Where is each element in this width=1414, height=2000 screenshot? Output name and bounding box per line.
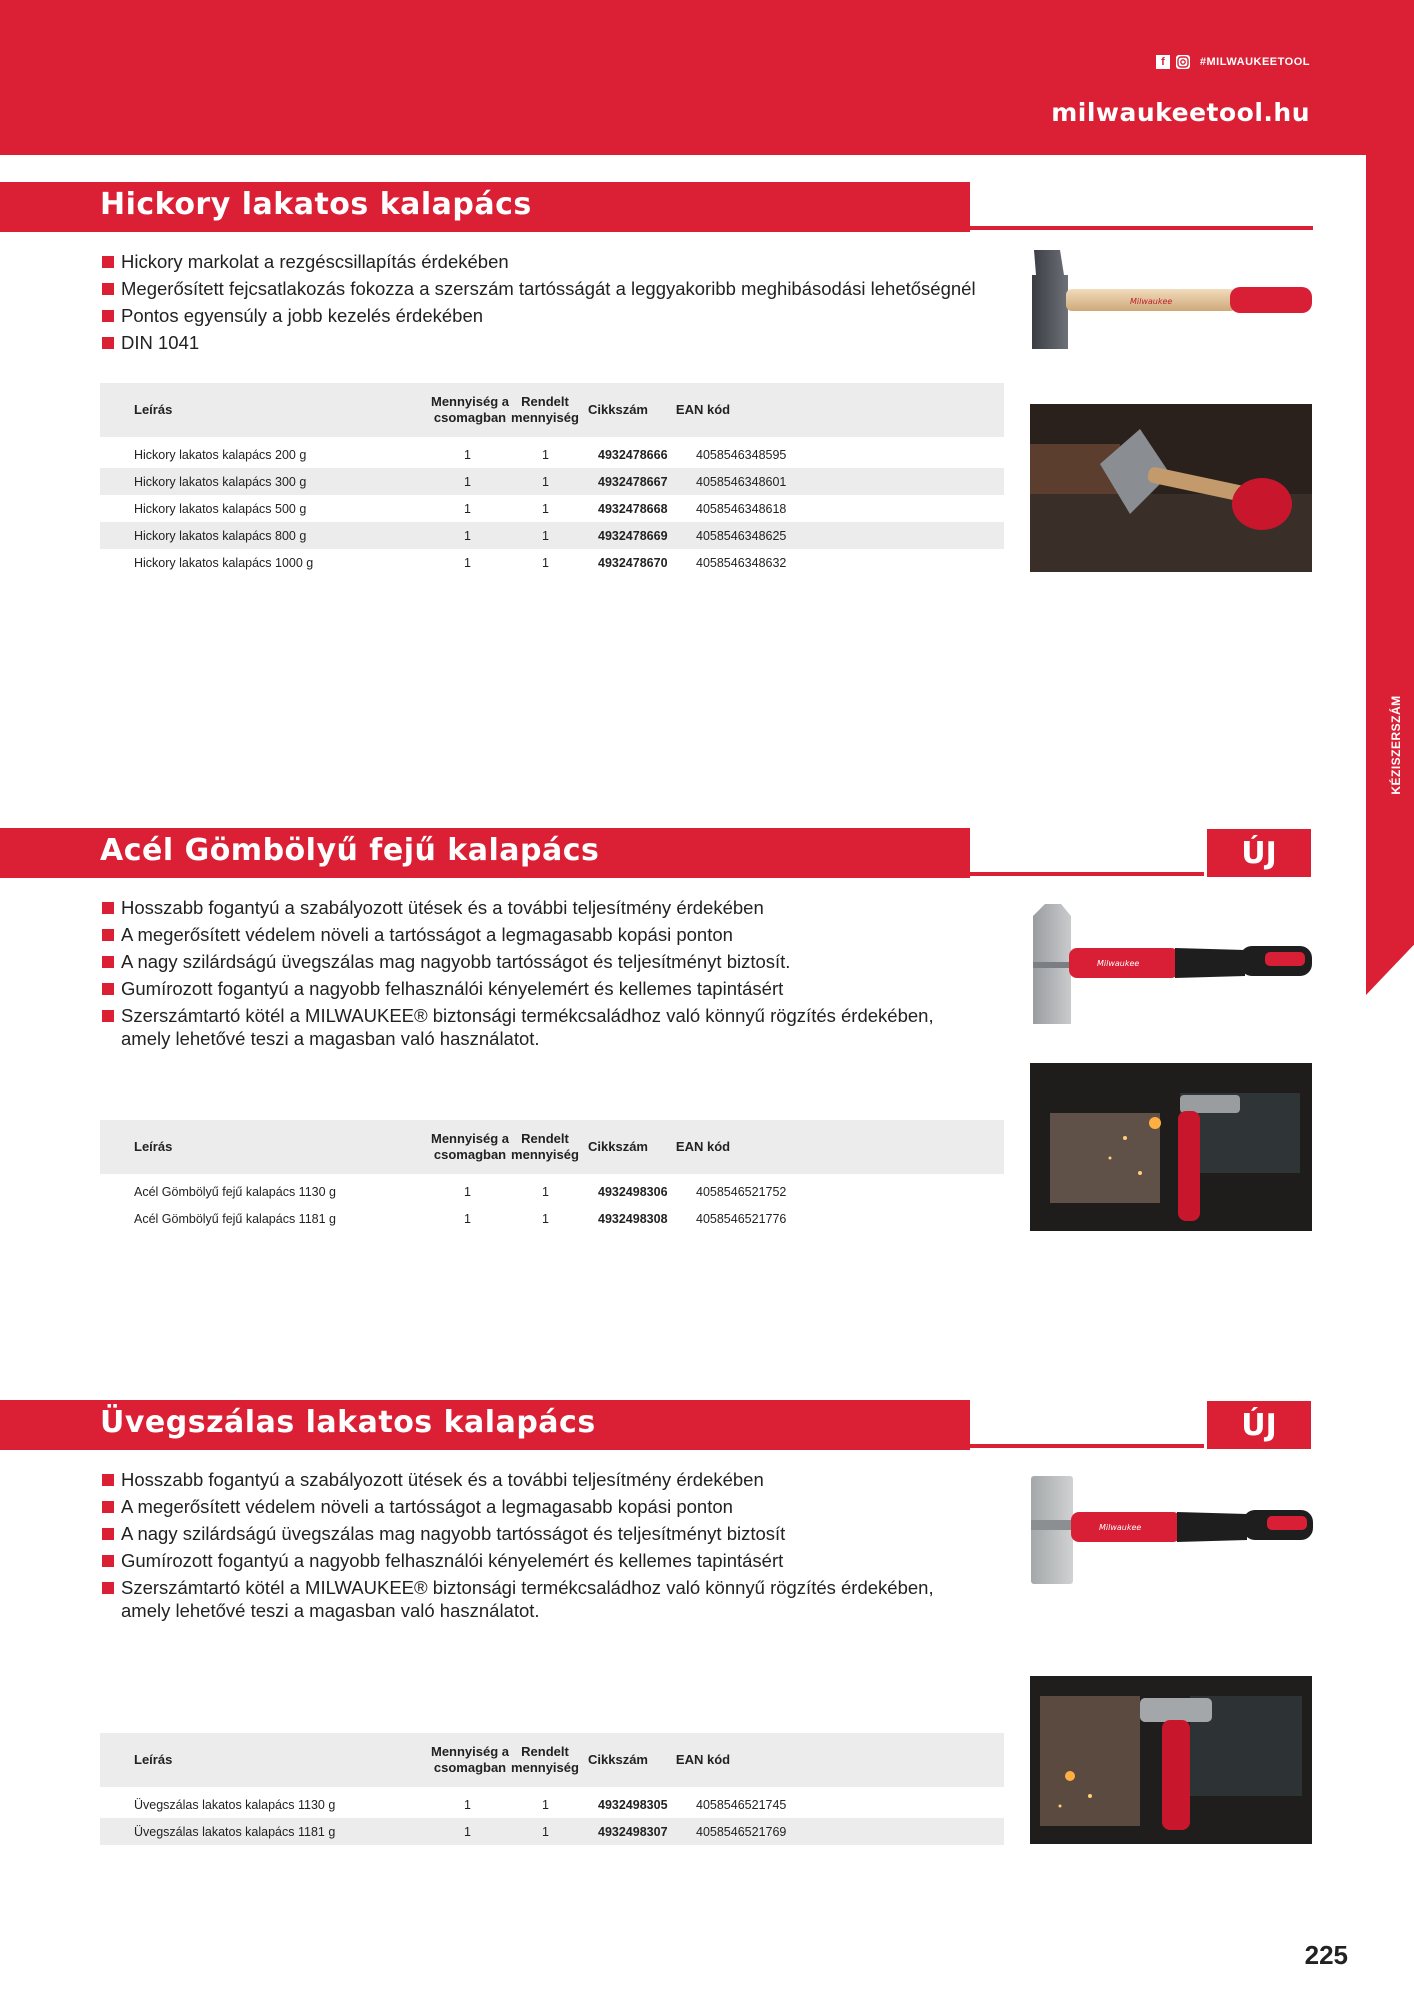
header-bar bbox=[0, 0, 1414, 155]
fiberglass-hammer-product-image bbox=[1025, 1470, 1320, 1590]
social-links bbox=[1156, 55, 1310, 69]
facebook-icon[interactable]: f bbox=[1156, 55, 1170, 69]
svg-text:Milwaukee: Milwaukee bbox=[1130, 297, 1173, 306]
feature-item: Pontos egyensúly a jobb kezelés érdekében bbox=[102, 304, 982, 327]
table-row: Hickory lakatos kalapács 1000 g 1 1 4932478670 4058546348632 bbox=[134, 555, 787, 570]
new-badge: ÚJ bbox=[1207, 1401, 1311, 1449]
section-1-features bbox=[102, 250, 982, 358]
steel-hammer-in-use-photo bbox=[1030, 1063, 1312, 1231]
page-number: 225 bbox=[1304, 1940, 1348, 1970]
new-badge: ÚJ bbox=[1207, 829, 1311, 877]
table-header: Leírás Mennyiség a csomagban Rendelt mennyiség Cikkszám EAN kód bbox=[100, 383, 1004, 437]
feature-item: A megerősített védelem növeli a tartósságot a legmagasabb kopási ponton bbox=[102, 923, 982, 946]
section-1-header bbox=[0, 182, 970, 232]
svg-text:Milwaukee: Milwaukee bbox=[1097, 959, 1140, 968]
feature-item: Hosszabb fogantyú a szabályozott ütések és a további teljesítmény érdekében bbox=[102, 1468, 982, 1491]
table-row: Acél Gömbölyű fejű kalapács 1181 g 1 1 4932498308 4058546521776 bbox=[134, 1211, 787, 1226]
section-3-title: Üvegszálas lakatos kalapács bbox=[100, 1405, 596, 1440]
feature-item: A nagy szilárdságú üvegszálas mag nagyobb tartósságot és teljesítményt biztosít. bbox=[102, 950, 982, 973]
feature-item: Szerszámtartó kötél a MILWAUKEE® biztonsági termékcsaládhoz való könnyű rögzítés érdekében, amely lehetővé teszi a magasban való használatot. bbox=[102, 1576, 982, 1622]
feature-item: DIN 1041 bbox=[102, 331, 982, 354]
table-header: Leírás Mennyiség a csomagban Rendelt mennyiség Cikkszám EAN kód bbox=[100, 1120, 1004, 1174]
feature-item: Gumírozott fogantyú a nagyobb felhasználói kényelemért és kellemes tapintásért bbox=[102, 977, 982, 1000]
social-hashtag[interactable]: #MILWAUKEETOOL bbox=[1199, 56, 1310, 68]
table-row: Hickory lakatos kalapács 300 g 1 1 4932478667 4058546348601 bbox=[100, 468, 1004, 495]
section-2-table bbox=[100, 1120, 1004, 1232]
section-3-rule bbox=[970, 1444, 1204, 1448]
feature-item: A megerősített védelem növeli a tartósságot a legmagasabb kopási ponton bbox=[102, 1495, 982, 1518]
fiberglass-hammer-in-use-photo bbox=[1030, 1676, 1312, 1844]
table-row: Hickory lakatos kalapács 500 g 1 1 4932478668 4058546348618 bbox=[134, 501, 787, 516]
hickory-hammer-in-use-photo bbox=[1030, 404, 1312, 572]
table-row: Üvegszálas lakatos kalapács 1130 g 1 1 4932498305 4058546521745 bbox=[134, 1797, 787, 1812]
category-side-tab bbox=[1366, 155, 1414, 995]
feature-item: Hosszabb fogantyú a szabályozott ütések és a további teljesítmény érdekében bbox=[102, 896, 982, 919]
instagram-icon[interactable] bbox=[1176, 55, 1190, 69]
section-2-features bbox=[102, 896, 982, 1054]
section-2-title: Acél Gömbölyű fejű kalapács bbox=[100, 833, 600, 868]
site-url-link[interactable]: milwaukeetool.hu bbox=[1051, 98, 1310, 127]
section-3-features bbox=[102, 1468, 982, 1626]
section-1-rule bbox=[970, 226, 1313, 230]
steel-hammer-product-image bbox=[1025, 900, 1320, 1030]
feature-item: A nagy szilárdságú üvegszálas mag nagyobb tartósságot és teljesítményt biztosít bbox=[102, 1522, 982, 1545]
table-row: Acél Gömbölyű fejű kalapács 1130 g 1 1 4932498306 4058546521752 bbox=[134, 1184, 787, 1199]
section-3-table bbox=[100, 1733, 1004, 1845]
section-1-title: Hickory lakatos kalapács bbox=[100, 187, 532, 222]
section-1-table bbox=[100, 383, 1004, 576]
hickory-hammer-product-image bbox=[1020, 245, 1320, 355]
svg-text:Milwaukee: Milwaukee bbox=[1099, 1523, 1142, 1532]
section-2-header bbox=[0, 828, 970, 878]
section-3-header bbox=[0, 1400, 970, 1450]
table-row: Hickory lakatos kalapács 200 g 1 1 4932478666 4058546348595 bbox=[134, 447, 787, 462]
feature-item: Hickory markolat a rezgéscsillapítás érdekében bbox=[102, 250, 982, 273]
feature-item: Megerősített fejcsatlakozás fokozza a szerszám tartósságát a leggyakoribb meghibásodási lehetőségnél bbox=[102, 277, 982, 300]
section-2-rule bbox=[970, 872, 1204, 876]
table-row: Üvegszálas lakatos kalapács 1181 g 1 1 4932498307 4058546521769 bbox=[100, 1818, 1004, 1845]
feature-item: Szerszámtartó kötél a MILWAUKEE® biztonsági termékcsaládhoz való könnyű rögzítés érdekében, amely lehetővé teszi a magasban való használatot. bbox=[102, 1004, 982, 1050]
table-header: Leírás Mennyiség a csomagban Rendelt mennyiség Cikkszám EAN kód bbox=[100, 1733, 1004, 1787]
feature-item: Gumírozott fogantyú a nagyobb felhasználói kényelemért és kellemes tapintásért bbox=[102, 1549, 982, 1572]
table-row: Hickory lakatos kalapács 800 g 1 1 4932478669 4058546348625 bbox=[100, 522, 1004, 549]
category-side-tab-label: KÉZISZERSZÁM bbox=[1389, 695, 1403, 795]
